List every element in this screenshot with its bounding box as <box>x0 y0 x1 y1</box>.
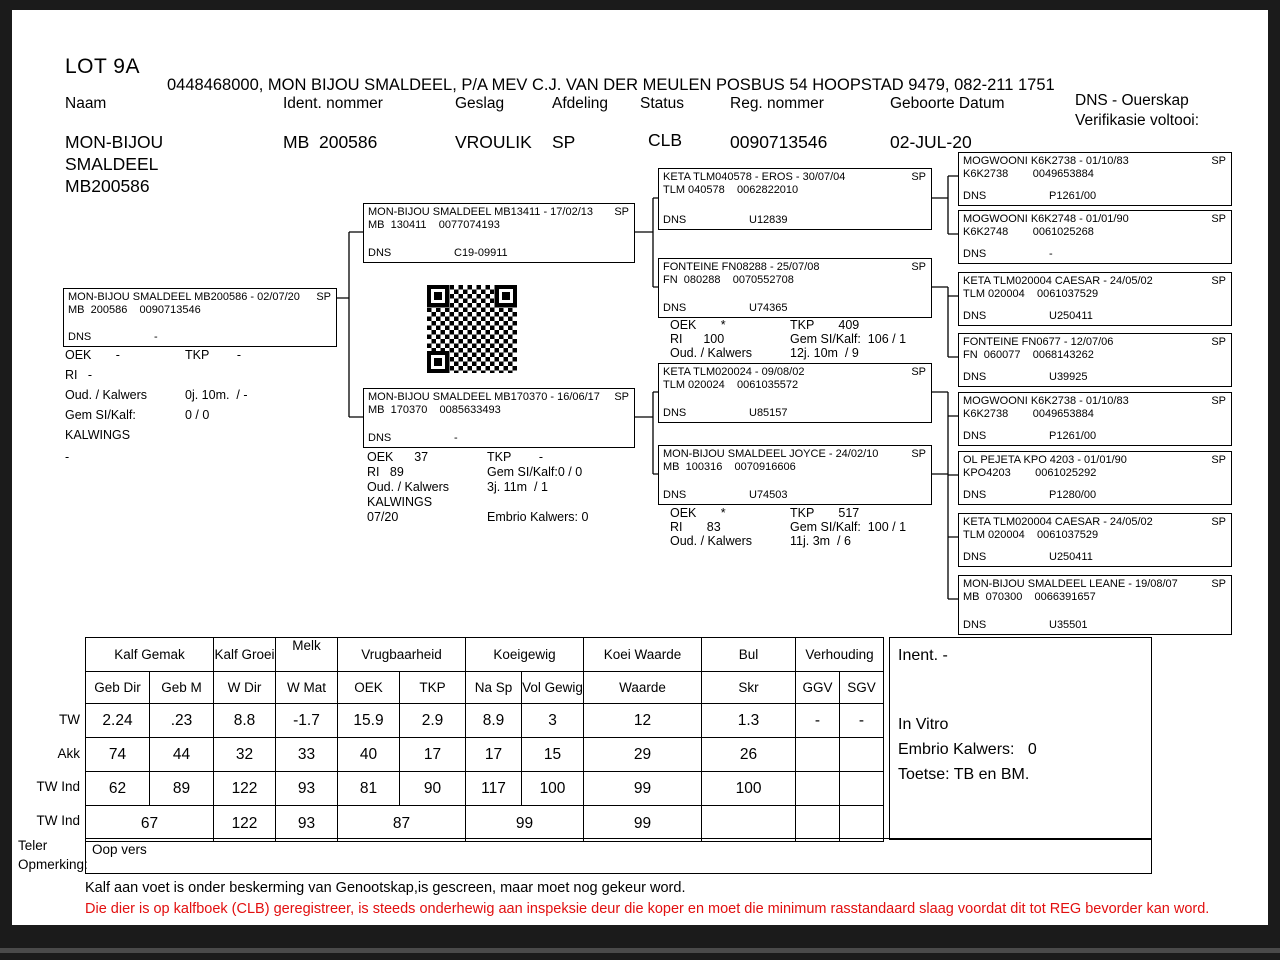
animal-ids: K6K2748 0061025268 <box>963 226 1094 238</box>
pedigree-box-ggp-5 <box>958 392 1232 446</box>
group-koei-waarde: Koei Waarde <box>584 638 702 672</box>
twind2-cell: 67 <box>86 806 214 842</box>
tw-cell: - <box>840 704 884 738</box>
stat-right: 12j. 10m / 9 <box>790 346 859 360</box>
twind2-cell: 122 <box>214 806 276 842</box>
value-status: CLB <box>648 130 683 150</box>
dns-label: DNS <box>963 310 987 322</box>
teler-opmerking-box <box>85 838 1152 874</box>
stat-right: 3j. 11m / 1 <box>487 480 548 494</box>
dns-value: U35501 <box>1049 619 1088 631</box>
pedigree-box-ggp-2 <box>958 210 1232 264</box>
dns-label: DNS <box>963 430 987 442</box>
pedigree-box-maternal-granddam <box>658 445 932 505</box>
invitro-label: In Vitro <box>898 716 949 733</box>
col-sgv: SGV <box>840 672 884 704</box>
teler-label: Teler <box>18 838 48 853</box>
akk-cell: 44 <box>150 738 214 772</box>
stat-right: Embrio Kalwers: 0 <box>487 510 589 524</box>
section-badge: SP <box>1211 454 1226 466</box>
animal-title: MON-BIJOU SMALDEEL MB13411 - 17/02/13 <box>368 206 593 218</box>
dns-label: DNS <box>663 489 687 501</box>
akk-cell: 17 <box>466 738 522 772</box>
inent-panel <box>889 637 1152 840</box>
catalog-page <box>12 10 1268 925</box>
label-status: Status <box>640 95 684 112</box>
row-label-tw: TW <box>59 712 80 727</box>
col-na-sp: Na Sp <box>466 672 522 704</box>
pedigree-box-ggp-6 <box>958 451 1232 505</box>
group-kalf-groei: Kalf Groei <box>214 638 276 672</box>
value-afdeling: SP <box>552 132 576 152</box>
akk-cell <box>840 738 884 772</box>
dns-value: P1280/00 <box>1049 489 1097 501</box>
dns-label: DNS <box>963 190 987 202</box>
animal-ids: MB 170370 0085633493 <box>368 404 501 416</box>
pedigree-box-ggp-7 <box>958 513 1232 567</box>
dns-value: U12839 <box>749 214 788 226</box>
section-badge: SP <box>1211 213 1226 225</box>
dns-label: DNS <box>963 489 987 501</box>
label-dns-ouerskap: DNS - Ouerskap <box>1075 92 1189 109</box>
stat-left: RI 89 <box>367 465 404 479</box>
animal-title: MOGWOONI K6K2738 - 01/10/83 <box>963 155 1129 167</box>
value-geslag: VROULIK <box>455 132 532 152</box>
group-header-row <box>86 638 884 672</box>
value-naam-line3: MB200586 <box>65 176 150 196</box>
stat-left: RI 100 <box>670 332 725 346</box>
dns-value: C19-09911 <box>454 247 508 259</box>
twind-cell: 62 <box>86 772 150 806</box>
pedigree-box-ggp-1 <box>958 152 1232 206</box>
stat-right: Gem SI/Kalf:0 / 0 <box>487 465 583 479</box>
tw-cell: 3 <box>522 704 584 738</box>
twind-cell: 100 <box>702 772 796 806</box>
group-melk: Melk <box>276 638 338 672</box>
animal-ids: MB 200586 0090713546 <box>68 304 201 316</box>
tw-cell: 2.24 <box>86 704 150 738</box>
section-badge: SP <box>911 448 926 460</box>
stat-left: KALWINGS <box>367 495 433 509</box>
tw-cell: 8.8 <box>214 704 276 738</box>
animal-title: MON-BIJOU SMALDEEL JOYCE - 24/02/10 <box>663 448 879 460</box>
twind2-cell: 99 <box>584 806 702 842</box>
col-w-dir: W Dir <box>214 672 276 704</box>
dns-label: DNS <box>963 248 987 260</box>
stat-left: - <box>65 450 70 464</box>
col-geb-m: Geb M <box>150 672 214 704</box>
inent-value: Inent. - <box>898 647 948 664</box>
lot-number: LOT 9A <box>65 55 140 78</box>
dns-label: DNS <box>663 302 687 314</box>
value-reg-nommer: 0090713546 <box>730 132 828 152</box>
subject-stats <box>65 348 365 470</box>
stat-right: 0j. 10m. / - <box>185 388 248 402</box>
tw-cell: 2.9 <box>400 704 466 738</box>
dns-value: P1261/00 <box>1049 430 1097 442</box>
dns-label: DNS <box>368 432 392 444</box>
row-label-twind2: TW Ind <box>36 813 80 828</box>
twind-cell <box>840 772 884 806</box>
stat-left: Gem SI/Kalf: <box>65 408 136 422</box>
akk-cell: 74 <box>86 738 150 772</box>
pedigree-box-paternal-granddam <box>658 258 932 318</box>
stat-left: OEK 37 <box>367 450 429 464</box>
twind-cell: 122 <box>214 772 276 806</box>
dns-label: DNS <box>68 331 92 343</box>
stat-left: RI 83 <box>670 520 721 534</box>
section-badge: SP <box>614 206 629 218</box>
pedigree-box-paternal-grandsire <box>658 168 932 230</box>
animal-ids: TLM 020004 0061037529 <box>963 288 1099 300</box>
dns-value: P1261/00 <box>1049 190 1097 202</box>
dns-value: - <box>454 432 458 444</box>
stat-left: OEK * <box>670 318 726 332</box>
section-badge: SP <box>1211 578 1226 590</box>
dns-label: DNS <box>663 407 687 419</box>
dns-value: U250411 <box>1049 551 1093 563</box>
akk-cell: 15 <box>522 738 584 772</box>
teler-opmerking-value: Oop vers <box>92 842 147 857</box>
bottom-gray-bar <box>0 948 1280 953</box>
animal-ids: MB 100316 0070916606 <box>663 461 796 473</box>
label-naam: Naam <box>65 95 107 112</box>
animal-title: MOGWOONI K6K2748 - 01/01/90 <box>963 213 1129 225</box>
akk-cell: 26 <box>702 738 796 772</box>
col-skr: Skr <box>702 672 796 704</box>
twind-cell: 89 <box>150 772 214 806</box>
tw-cell: -1.7 <box>276 704 338 738</box>
section-badge: SP <box>911 171 926 183</box>
animal-ids: KPO4203 0061025292 <box>963 467 1097 479</box>
stat-left: OEK * <box>670 506 726 520</box>
dns-value: - <box>1049 248 1053 260</box>
animal-ids: TLM 020024 0061035572 <box>663 379 799 391</box>
dns-label: DNS <box>663 214 687 226</box>
ebv-table <box>85 637 884 842</box>
pedigree-box-ggp-3 <box>958 272 1232 326</box>
pedigree-box-subject <box>63 288 337 347</box>
akk-cell <box>796 738 840 772</box>
pedigree-box-sire <box>363 203 635 263</box>
label-geboorte-datum: Geboorte Datum <box>890 95 1005 112</box>
value-naam-line2: SMALDEEL <box>65 154 159 174</box>
animal-title: MON-BIJOU SMALDEEL MB200586 - 02/07/20 <box>68 291 300 303</box>
twind-row <box>86 772 884 806</box>
note-kalfboek-warning: Die dier is op kalfboek (CLB) geregistreer, is steeds onderhewig aan inspeksie deur die koper en moet die minimum rasstandaard slaag voordat dit tot REG bevorder kan word. <box>85 901 1210 917</box>
animal-ids: TLM 020004 0061037529 <box>963 529 1099 541</box>
section-badge: SP <box>614 391 629 403</box>
col-vol-gewig: Vol Gewig <box>522 672 584 704</box>
twind2-cell <box>796 806 840 842</box>
animal-ids: MB 070300 0066391657 <box>963 591 1096 603</box>
stat-left: Oud. / Kalwers <box>670 534 752 548</box>
animal-ids: TLM 040578 0062822010 <box>663 184 799 196</box>
animal-title: MOGWOONI K6K2738 - 01/10/83 <box>963 395 1129 407</box>
row-label-twind: TW Ind <box>36 779 80 794</box>
twind-cell: 93 <box>276 772 338 806</box>
group-verhouding: Verhouding <box>796 638 884 672</box>
stat-left: RI - <box>65 368 93 382</box>
stat-right: Gem SI/Kalf: 100 / 1 <box>790 520 907 534</box>
akk-cell: 29 <box>584 738 702 772</box>
label-ident-nommer: Ident. nommer <box>283 95 383 112</box>
stat-right: TKP - <box>185 348 242 362</box>
paternal-granddam-stats <box>670 318 950 360</box>
group-kalf-gemak: Kalf Gemak <box>86 638 214 672</box>
embrio-kalwers-value: Embrio Kalwers: 0 <box>898 741 1037 758</box>
animal-ids: K6K2738 0049653884 <box>963 168 1094 180</box>
dns-value: - <box>154 331 158 343</box>
section-badge: SP <box>1211 275 1226 287</box>
qr-code <box>427 285 517 373</box>
twind2-cell <box>702 806 796 842</box>
stat-left: KALWINGS <box>65 428 131 442</box>
toetse-value: Toetse: TB en BM. <box>898 766 1030 783</box>
dns-value: U39925 <box>1049 371 1088 383</box>
dns-value: U74503 <box>749 489 788 501</box>
pedigree-box-ggp-8 <box>958 575 1232 635</box>
pedigree-box-ggp-4 <box>958 333 1232 387</box>
dns-value: U250411 <box>1049 310 1093 322</box>
tw-cell: 8.9 <box>466 704 522 738</box>
akk-cell: 17 <box>400 738 466 772</box>
opmerking-label: Opmerking: <box>18 857 88 872</box>
animal-title: MON-BIJOU SMALDEEL LEANE - 19/08/07 <box>963 578 1178 590</box>
dns-label: DNS <box>963 619 987 631</box>
dns-label: DNS <box>963 551 987 563</box>
stat-left: Oud. / Kalwers <box>670 346 752 360</box>
tw-cell: 12 <box>584 704 702 738</box>
twind2-row <box>86 806 884 842</box>
pedigree-box-dam <box>363 388 635 448</box>
animal-title: KETA TLM020004 CAESAR - 24/05/02 <box>963 275 1153 287</box>
animal-title: FONTEINE FN0677 - 12/07/06 <box>963 336 1114 348</box>
stat-left: Oud. / Kalwers <box>367 480 449 494</box>
label-reg-nommer: Reg. nommer <box>730 95 824 112</box>
animal-ids: FN 060077 0068143262 <box>963 349 1094 361</box>
animal-ids: FN 080288 0070552708 <box>663 274 794 286</box>
tw-cell: 1.3 <box>702 704 796 738</box>
section-badge: SP <box>1211 155 1226 167</box>
dns-value: U74365 <box>749 302 788 314</box>
col-ggv: GGV <box>796 672 840 704</box>
animal-title: MON-BIJOU SMALDEEL MB170370 - 16/06/17 <box>368 391 600 403</box>
owner-address-line: 0448468000, MON BIJOU SMALDEEL, P/A MEV C.J. VAN DER MEULEN POSBUS 54 HOOPSTAD 9479, 082-211 1751 <box>167 76 1055 94</box>
animal-ids: K6K2738 0049653884 <box>963 408 1094 420</box>
dam-stats <box>367 450 657 525</box>
label-verifikasie: Verifikasie voltooi: <box>1075 112 1200 129</box>
dns-label: DNS <box>368 247 392 259</box>
pedigree-box-maternal-grandsire <box>658 363 932 423</box>
stat-left: OEK - <box>65 348 120 362</box>
col-tkp: TKP <box>400 672 466 704</box>
maternal-granddam-stats <box>670 506 950 548</box>
stat-right: TKP - <box>487 450 544 464</box>
akk-cell: 32 <box>214 738 276 772</box>
col-waarde: Waarde <box>584 672 702 704</box>
value-naam-line1: MON-BIJOU <box>65 132 164 152</box>
animal-title: KETA TLM040578 - EROS - 30/07/04 <box>663 171 846 183</box>
stat-right: 0 / 0 <box>185 408 210 422</box>
dns-label: DNS <box>963 371 987 383</box>
animal-title: FONTEINE FN08288 - 25/07/08 <box>663 261 820 273</box>
group-bul: Bul <box>702 638 796 672</box>
akk-cell: 40 <box>338 738 400 772</box>
label-afdeling: Afdeling <box>552 95 609 112</box>
section-badge: SP <box>1211 336 1226 348</box>
twind-cell: 100 <box>522 772 584 806</box>
twind2-cell <box>840 806 884 842</box>
twind2-cell: 87 <box>338 806 466 842</box>
animal-title: OL PEJETA KPO 4203 - 01/01/90 <box>963 454 1127 466</box>
tw-cell: .23 <box>150 704 214 738</box>
tw-row <box>86 704 884 738</box>
tw-cell: - <box>796 704 840 738</box>
dns-value: U85157 <box>749 407 788 419</box>
twind-cell: 99 <box>584 772 702 806</box>
section-badge: SP <box>1211 516 1226 528</box>
group-vrugbaarheid: Vrugbaarheid <box>338 638 466 672</box>
stat-right: TKP 409 <box>790 318 860 332</box>
tw-cell: 15.9 <box>338 704 400 738</box>
stat-right: Gem SI/Kalf: 106 / 1 <box>790 332 907 346</box>
section-badge: SP <box>911 261 926 273</box>
animal-ids: MB 130411 0077074193 <box>368 219 500 231</box>
col-geb-dir: Geb Dir <box>86 672 150 704</box>
value-ident-nommer: MB 200586 <box>283 132 378 152</box>
row-label-akk: Akk <box>57 746 80 761</box>
animal-title: KETA TLM020024 - 09/08/02 <box>663 366 805 378</box>
section-badge: SP <box>316 291 331 303</box>
animal-title: KETA TLM020004 CAESAR - 24/05/02 <box>963 516 1153 528</box>
sub-header-row <box>86 672 884 704</box>
akk-cell: 33 <box>276 738 338 772</box>
stat-left: Oud. / Kalwers <box>65 388 147 402</box>
twind-cell <box>796 772 840 806</box>
twind-cell: 117 <box>466 772 522 806</box>
akk-row <box>86 738 884 772</box>
section-badge: SP <box>1211 395 1226 407</box>
stat-left: 07/20 <box>367 510 399 524</box>
col-w-mat: W Mat <box>276 672 338 704</box>
twind2-cell: 93 <box>276 806 338 842</box>
col-oek: OEK <box>338 672 400 704</box>
section-badge: SP <box>911 366 926 378</box>
twind-cell: 81 <box>338 772 400 806</box>
group-koeigewig: Koeigewig <box>466 638 584 672</box>
note-kalf-aan-voet: Kalf aan voet is onder beskerming van Genootskap,is gescreen, maar moet nog gekeur word. <box>85 880 686 896</box>
stat-right: TKP 517 <box>790 506 860 520</box>
value-geboorte-datum: 02-JUL-20 <box>890 132 972 152</box>
stat-right: 11j. 3m / 6 <box>790 534 851 548</box>
twind2-cell: 99 <box>466 806 584 842</box>
twind-cell: 90 <box>400 772 466 806</box>
label-geslag: Geslag <box>455 95 505 112</box>
